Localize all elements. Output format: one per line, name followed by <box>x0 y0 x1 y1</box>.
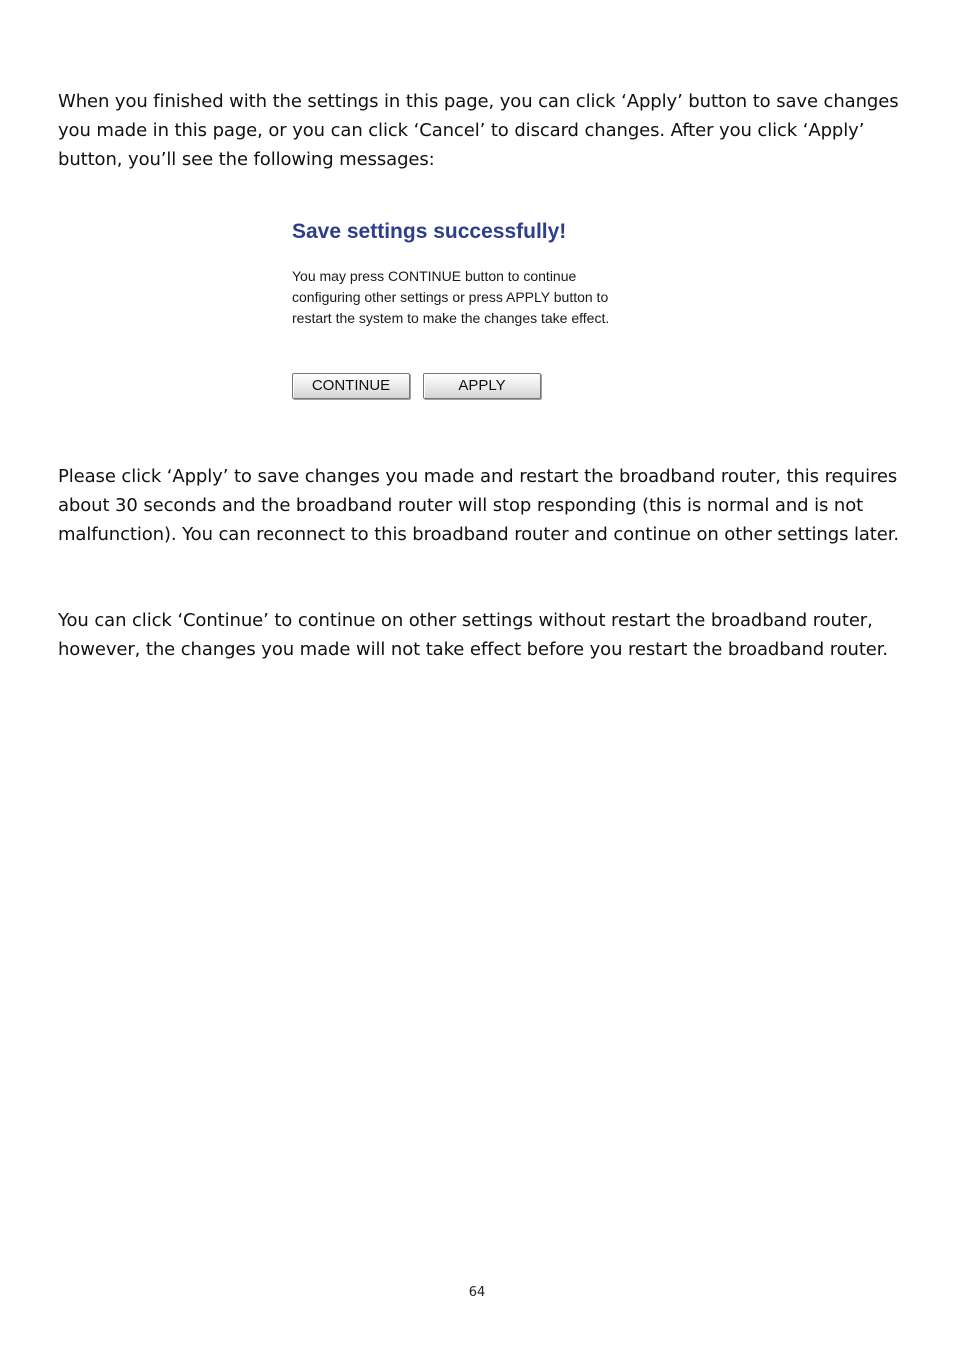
save-success-message <box>292 266 672 329</box>
continue-button[interactable]: CONTINUE <box>292 373 410 399</box>
message-line: configuring other settings or press APPLY button to <box>292 289 609 305</box>
page-number: 64 <box>468 1285 486 1300</box>
message-line: restart the system to make the changes take effect. <box>292 310 610 326</box>
save-settings-screenshot <box>292 218 692 408</box>
apply-button[interactable]: APPLY <box>423 373 541 399</box>
message-line: You may press CONTINUE button to continue <box>292 268 577 284</box>
intro-paragraph: When you finished with the settings in this page, you can click ‘Apply’ button to save changes you made in this page, or you can click ‘Cancel’ to discard changes. After you click ‘Apply’ button, you’ll see the following messages: <box>58 91 899 170</box>
save-success-title: Save settings successfully! <box>292 220 567 243</box>
apply-note-paragraph: Please click ‘Apply’ to save changes you made and restart the broadband router, this requires about 30 seconds and the broadband router will stop responding (this is normal and is not malfunction). You can reconnect to this broadband router and continue on other settings later. <box>58 466 899 545</box>
continue-note-paragraph: You can click ‘Continue’ to continue on other settings without restart the broadband router, however, the changes you made will not take effect before you restart the broadband router. <box>58 610 889 660</box>
